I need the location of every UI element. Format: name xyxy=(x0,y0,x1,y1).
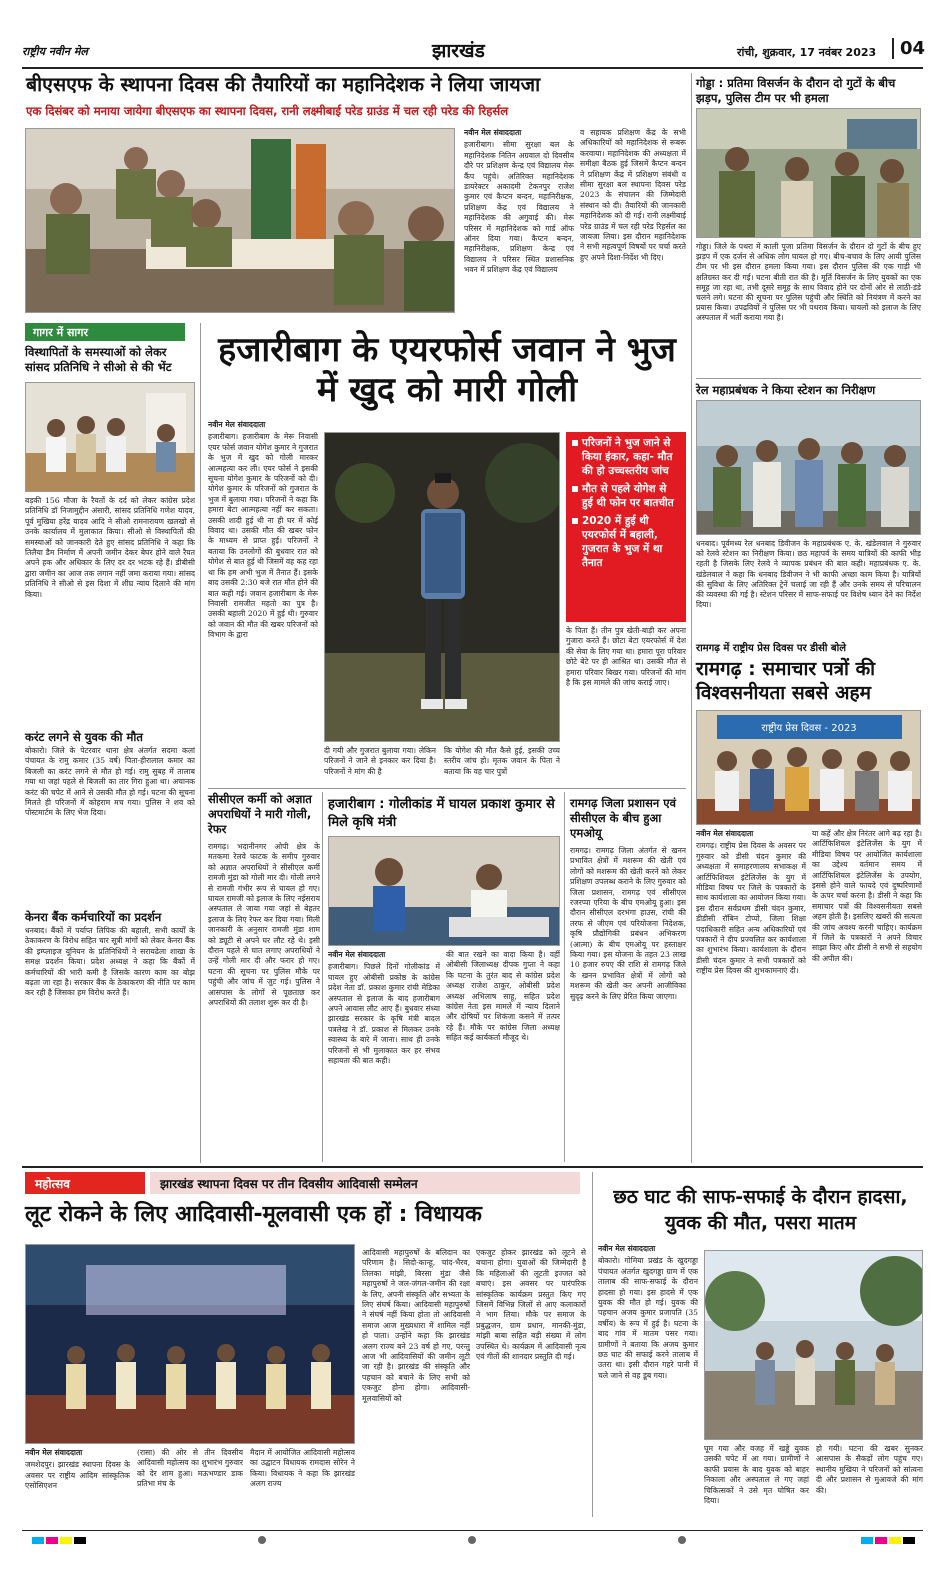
gagar-body: बड़की 156 मौजा के रैयतों के दर्द को लेकर कांग्रेस प्रदेश प्रतिनिधि डॉ निजामुद्दीन अंसारी, सांसद प्रतिनिधि गणेश यादव, पूर्व मुखिया हरेंद्र यादव आदि ने सीओ रामनारायण खलखो से उनके कार्यालय में मुलाकात किया। सीओ से विस्थापितों की समस्याओं को जानकारी देते हुए सांसद प्रतिनिधि ने कहा कि तिलैया डैम निर्माण में अपनी जमीन देकर बेघर होने वाले रैयत अपने हक और अधिकार के लिए दर दर भटक रहे हैं। डीबीसी द्वारा जमीन का आज तक लगान नहीं जमा कराया गया। सांसद प्रतिनिधि ने सीओ से इस दिशा में शीघ्र न्याय दिलाने की मांग किया। xyxy=(25,496,195,599)
rail-headline: रेल महाप्रबंधक ने किया स्टेशन का निरीक्षण xyxy=(696,383,876,397)
chhath-body-col3: हो गयी। घटना की खबर सुनकर आसपास के सैकड़ों लोग पहुंच गए। स्थानीय मुखिया ने परिजनों को सांत्वना दी और प्रशासन से मुआवजे की मांग की। xyxy=(816,1444,923,1495)
airforce-body: हजारीबाग। हजारीबाग के मेरू निवासी एयर फोर्स जवान योगेश कुमार ने गुजरात के भुज में खुद को गोली मारकर आत्महत्या कर ली। एयर फोर्स ने इसकी सूचना योगेश कुमार के परिजनों को दी। योगेश कुमार के परिजनों को गुजरात के भुज में बुलाया गया। परिजनों ने कहा कि हमारा बेटा आत्महत्या नहीं कर सकता। उसकी शादी हुई थी ना ही घर में कोई विवाद था। उसकी मौत की खबर फोन के माध्यम से प्राप्त हुई। परिजनों ने बताया कि उनलोगों की बुधवार रात को योगेश से बात हुई थी जिसमें वह कह रहा था कि हम अभी भुज में तैनात हैं। इसके बाद उसकी 2:30 बजे रात मौत होने की बात कही गई। जवान हजारीबाग के मेरू निवासी रामजीत महतो का पुत्र है। उसकी बहाली 2020 में हुई थी। गुरुवार को जवान की मौत की खबर परिजनों को विभाग के द्वारा xyxy=(208,432,318,640)
tribal-label: महोत्सव xyxy=(25,1172,145,1194)
tribal-body-col2: (रासा) की ओर से तीन दिवसीय आदिवासी महोत्सव का शुभारंभ गुरुवार को देर शाम हुआ। मऊभण्डार डाक प्रतिभा मंच के xyxy=(137,1448,243,1489)
airforce-body-col3: कि योगेश की मौत कैसे हुई, इसकी उच्च स्तरीय जांच हो। मृतक जवान के पिता ने बताया कि वह चार पुत्रों xyxy=(444,746,560,776)
krishi-body-col1 xyxy=(328,950,440,1162)
chhath-body-1: बोकारो। गोमिया प्रखंड के खुदगड्डा पंचायत अंतर्गत खुदगड्डा ग्राम में एक तालाब की साफ-सफाई के दौरान हादसा हो गया। इस हादसे में एक युवक की मौत हो गई। युवक की पहचान अजय कुमार प्रजापति (35 वर्षीय) के रूप में हुई है। घटना के बाद गांव में मातम पसर गया। ग्रामीणों ने बताया कि अजय कुमार छठ घाट की सफाई करने तालाब में उतरा था। इसी दौरान गहरे पानी में चले जाने से वह डूब गया। xyxy=(598,1256,698,1380)
bsf-body-1: हजारीबाग। सीमा सुरक्षा बल के महानिदेशक नितिन अग्रवाल दो दिवसीय दौरे पर प्रशिक्षण केन्द्र एवं विद्यालय मेरू कैंप पहुंचे। अतिरिक्त महानिदेशक डायरेक्टर अकादमी टेकनपुर राजेश कुमार एवं कैप्टन बन्दन, महानिरीक्षक, प्रशिक्षण केंद्र एवं विद्यालय ने महानिदेशक की अगुवाई की। मेरू परिसर में महानिदेशक को गार्ड ऑफ ऑनर दिया गया। कैप्टन बन्दन, महानिरीक्षक, प्रशिक्षण केन्द्र एवं विद्यालय ने परिसर स्थित प्रशासनिक भवन में प्रशिक्षण केंद्र एवं विद्यालय xyxy=(464,140,574,275)
godda-photo xyxy=(696,108,921,238)
gagar-photo xyxy=(25,382,195,492)
krishi-body-1: हजारीबाग। पिछले दिनों गोलीकांड में घायल हुए ओबीसी प्रकोष्ठ के कांग्रेस प्रदेश नेता डॉ. प्रकाश कुमार रांची मेडिका अस्पताल से इलाज के बाद हजारीबाग अपने आवास लौट आए हैं। बुधवार संध्या झारखंड सरकार के कृषि मंत्री बादल पत्रलेख ने डॉ. प्रकाश से मिलकर उनके स्वास्थ्य के बारे में जाना। साथ ही उनके परिजनों से भी मुलाकात कर हर संभव सहायता की बात कही। xyxy=(328,962,440,1066)
bsf-byline: नवीन मेल संवाददाता xyxy=(464,128,522,137)
ramgarh-admin-headline: रामगढ़ जिला प्रशासन एवं सीसीएल के बीच हुआ एमओयू xyxy=(570,796,677,840)
chhath-headline: छठ घाट की साफ-सफाई के दौरान हादसा, युवक की मौत, पसरा मातम xyxy=(613,1186,908,1234)
airforce-bullets xyxy=(566,432,686,622)
airforce-bullet-2: मौत से पहले योगेश से हुई थी फोन पर बातचीत xyxy=(572,482,680,510)
godda-body: गोड्डा। जिले के पथरा में काली पूजा प्रतिमा विसर्जन के दौरान दो गुटों के बीच हुए झड़प में एक दर्जन से अधिक लोग घायल हो गए। बीच-बचाव के लिए आयी पुलिस टीम पर भी इस दौरान हमला किया गया। इस दौरान पुलिस की एक गाड़ी भी क्षतिग्रस्त कर दी गई। घटना बीती रात की है। मूर्ति विसर्जन के लिए युवकों का एक समूह जा रहा था, तभी दूसरे समूह के साथ विवाद होने पर दोनों ओर से लाठी-डंडे चलने लगे। घटना की सूचना पर पुलिस पहुंची और स्थिति को नियंत्रण में करने का प्रयास किया। उपद्रवियों ने पुलिस पर भी पथराव किया। घायलों को इलाज के लिए अस्पताल में भर्ती कराया गया है। xyxy=(696,242,921,323)
bsf-photo xyxy=(25,128,455,313)
tribal-body-col5: एकजुट होकर झारखंड को लूटने से बचाना होगा। युवाओं की जिम्मेदारी है कि महिलाओं की लूटती इज्जत को बचाएं। इस अवसर पर पारंपरिक सांस्कृतिक कार्यक्रम प्रस्तुत किए गए जिसमें विभिन्न जिलों से आए कलाकारों ने भाग लिया। मौके पर समाज के प्रबुद्धजन, ग्राम प्रधान, मानकी-मुंडा, मांझी बाबा सहित बड़ी संख्या में लोग उपस्थित थे। कार्यक्रम में आदिवासी नृत्य एवं गीतों की शानदार प्रस्तुति दी गई। xyxy=(476,1248,586,1362)
krishi-headline: हजारीबाग : गोलीकांड में घायल प्रकाश कुमार से मिले कृषि मंत्री xyxy=(328,797,555,830)
press-kicker: रामगढ़ में राष्ट्रीय प्रेस दिवस पर डीसी बोले xyxy=(696,643,846,654)
masthead-logo: राष्ट्रीय नवीन मेल xyxy=(22,45,88,58)
rail-body: धनबाद। पूर्वमध्य रेल धनबाद डिवीजन के महाप्रबंधक ए. के. खंडेलवाल ने गुरुवार को रेलवे स्टेशन का निरीक्षण किया। छठ महापर्व के समय यात्रियों की काफी भीड़ रहती है जिसके लिए रेलवे ने व्यापक प्रबंधन की बात कही। महाप्रबंधक ए. के. खंडेलवाल ने कहा कि धनबाद डिवीजन ने भी काफी अच्छा काम किया है। यात्रियों की सुविधा के लिए अतिरिक्त ट्रेनें चलाई जा रही हैं और उनके समय से परिचालन की व्यवस्था की गई है। स्टेशन परिसर में साफ-सफाई पर विशेष ध्यान देने का निर्देश दिया। xyxy=(696,539,921,610)
tribal-photo xyxy=(25,1244,355,1444)
bsf-subhead: एक दिसंबर को मनाया जायेगा बीएसएफ का स्थापना दिवस, रानी लक्ष्मीबाई परेड ग्राउंड में चल रही परेड की रिहर्सल xyxy=(26,104,509,118)
ccl-body: रामगढ़। भदानीनगर ओपी क्षेत्र के मतकमा रेलवे फाटक के समीप गुरुवार को अज्ञात अपराधियों ने सीसीएल कर्मी रामजी मुंडा को गोली मार दी। गोली लगने से रामजी गंभीर रूप से घायल हो गए। घायल रामजी को इलाज के लिए नईसराय अस्पताल ले जाया गया जहां से बेहतर इलाज के लिए रेफर कर दिया गया। मिली जानकारी के अनुसार रामजी मुंडा शाम को ड्यूटी से अपने घर लौट रहे थे। इसी दौरान पहले से घात लगाए अपराधियों ने उन्हें गोली मार दी और फरार हो गए। घटना की सूचना पर पुलिस मौके पर पहुंची और जांच में जुट गई। पुलिस ने आसपास के लोगों से पूछताछ कर अपराधियों की तलाश शुरू कर दी है। xyxy=(208,842,320,1008)
bsf-body-col1 xyxy=(464,128,574,313)
krishi-body-col2: की बात रखने का वादा किया है। वहीं ओबीसी जिलाध्यक्ष दीपक गुप्ता ने कहा कि घटना के तुरंत बाद से कांग्रेस प्रदेश अध्यक्ष राजेश ठाकुर, ओबीसी प्रदेश अध्यक्ष अभिलाष साहू, सहित प्रदेश कांग्रेस नेता इस मामले में न्याय दिलाने और दोषियों पर शिकंजा कसने में तत्पर रहे हैं। मौके पर कांग्रेस जिला अध्यक्ष सहित कई कार्यकर्ता मौजूद थे। xyxy=(446,950,560,1043)
bsf-body-2: व सहायक प्रशिक्षण केंद्र के सभी अधिकारियों को महानिदेशक से रूबरू करवाया। महानिदेशक की अध्यक्षता में समीक्षा बैठक हुई जिसमें कैप्टन बन्दन ने प्रशिक्षण केंद्र में प्रशिक्षण संबंधी व सीमा सुरक्षा बल स्थापना दिवस परेड 2023 के संचालन की जिम्मेदारी संस्थान को दी। तैयारियों की जानकारी महानिदेशक को दी गई। रानी लक्ष्मीबाई परेड ग्राउंड में चल रही परेड रिहर्सल का जायजा लिया। इस दौरान महानिदेशक ने सभी महत्वपूर्ण विषयों पर चर्चा करते हुए अपने दिशा-निर्देश भी दिए। xyxy=(580,128,686,262)
airforce-headline: हजारीबाग के एयरफोर्स जवान ने भुज में खुद को मारी गोली xyxy=(218,330,676,410)
airforce-bullet-1: परिजनों ने भुज जाने से किया इंकार, कहा- मौत की हो उच्चस्तरीय जांच xyxy=(572,436,680,478)
canara-body: धनबाद। बैंकों में पर्याप्त लिपिक की बहाली, सभी कार्यों के ठेकाकरण के विरोध सहित चार सूत्री मांगों को लेकर केनरा बैंक की इम्प्लाइज यूनियन के प्रतिनिधियों ने सरायढेला शाखा के समक्ष प्रदर्शन किया। प्रदेश अध्यक्ष ने कहा कि बैंकों में कर्मचारियों की भारी कमी है जिसके कारण काम का बोझ बढ़ता जा रहा है। सरकार बैंक के ठेकाकरण की नीति पर काम कर रही है जिसका हम विरोध करते हैं। xyxy=(25,926,195,998)
tribal-body-col1 xyxy=(25,1448,130,1514)
tribal-strap: झारखंड स्थापना दिवस पर तीन दिवसीय आदिवासी सम्मेलन xyxy=(150,1172,580,1194)
rail-photo xyxy=(696,400,921,535)
bsf-body-col2 xyxy=(580,128,686,313)
tribal-headline: लूट रोकने के लिए आदिवासी-मूलवासी एक हों : विधायक xyxy=(25,1202,482,1227)
krishi-photo xyxy=(328,836,560,946)
karant-body: बोकारो। जिले के पेटरवार थाना क्षेत्र अंतर्गत सदमा कलां पंचायत के रामु कमार (35 वर्ष) पिता-हीरालाल कमार का बिजली का करंट लगने से मौत हो गई। रामु सुबह में तालाब गया था जहां पहले से बिजली का तार गिरा हुआ था। अचानक करंट की चपेट में आने से उसकी मौत हो गई। घटना की सूचना मिलते ही परिजनों में कोहराम मच गया। पुलिस ने शव को पोस्टमार्टम के लिए भेज दिया। xyxy=(25,746,195,818)
chhath-body-col1 xyxy=(598,1244,698,1514)
tribal-body-1: जमशेदपुर। झारखंड स्थापना दिवस के अवसर पर राष्ट्रीय आदिम सांस्कृतिक एसोसिएशन xyxy=(25,1460,130,1491)
ccl-headline: सीसीएल कर्मी को अज्ञात अपराधियों ने मारी गोली, रेफर xyxy=(208,792,312,836)
airforce-bullet-3: 2020 में हुई थी एयरफोर्स में बहाली, गुजरात के भुज में था तैनात xyxy=(572,514,680,570)
press-body-col2 xyxy=(812,829,922,1159)
press-body-1: रामगढ़। राष्ट्रीय प्रेस दिवस के अवसर पर गुरुवार को डीसी चंदन कुमार की अध्यक्षता में समाहरणालय सभाकक्ष में आर्टिफिशियल इंटेलिजेंस के युग में मीडिया विषय पर जिले के पत्रकारों के साथ कार्यशाला का आयोजन किया गया। इस दौरान सर्वप्रथम डीसी चंदन कुमार, डीडीसी रॉबिन टोप्पो, जिला शिक्षा पदाधिकारी सहित अन्य अधिकारियों एवं पत्रकारों ने दीप प्रज्वलित कर कार्यशाला का शुभारंभ किया। कार्यशाला के दौरान डीसी चंदन कुमार ने सभी पत्रकारों को राष्ट्रीय प्रेस दिवस की शुभकामनाएं दी। xyxy=(696,841,806,976)
karant-headline: करंट लगने से युवक की मौत xyxy=(25,730,143,744)
godda-headline: गोड्डा : प्रतिमा विसर्जन के दौरान दो गुटों के बीच झड़प, पुलिस टीम पर भी हमला xyxy=(696,76,896,105)
tribal-byline: नवीन मेल संवाददाता xyxy=(25,1448,83,1457)
tribal-body-col3: मैदान में आयोजित आदिवासी महोत्सव का उद्घाटन विधायक रामदास सोरेन ने किया। विधायक ने कहा कि झारखंड अलग राज्य xyxy=(250,1448,355,1489)
press-body-col1 xyxy=(696,829,806,1159)
masthead xyxy=(22,36,926,66)
press-byline: नवीन मेल संवाददाता xyxy=(696,829,754,838)
airforce-byline: नवीन मेल संवाददाता xyxy=(208,420,266,429)
airforce-body-col2: दी गयी और गुजरात बुलाया गया। लेकिन परिजनों ने जाने से इनकार कर दिया है। परिजनों ने मांग की है xyxy=(324,746,436,776)
bsf-headline: बीएसएफ के स्थापना दिवस की तैयारियों का महानिदेशक ने लिया जायजा xyxy=(26,73,541,96)
press-photo-banner: राष्ट्रीय प्रेस दिवस - 2023 xyxy=(761,723,857,734)
airforce-photo xyxy=(324,432,560,742)
gagar-label: गागर में सागर xyxy=(25,323,185,341)
press-photo xyxy=(696,710,921,825)
press-headline: रामगढ़ : समाचार पत्रों की विश्वसनीयता सबसे अहम xyxy=(696,658,876,704)
press-body-2: या कहें और क्षेत्र निरंतर आगे बढ़ रहा है। आर्टिफिशियल इंटेलिजेंस के युग में मीडिया विषय पर आयोजित कार्यशाला का उद्देश्य वर्तमान समय में आर्टिफिशियल इंटेलिजेंस के उपयोग, इससे होने वाले फायदे एवं दुष्परिणामों के ऊपर चर्चा करना है। डीसी ने कहा कि समाचार पत्रों की विश्वसनीयता सबसे अहम होती है। इसलिए खबरों की सत्यता की जांच अवश्य करनी चाहिए। कार्यक्रम में जिले के पत्रकारों ने अपने विचार साझा किए और डीसी ने सभी से सहयोग की अपील की। xyxy=(812,829,922,963)
tribal-body-col4: आदिवासी महापुरुषों के बलिदान का परिणाम है। सिदो-कान्हू, चांद-भैरव, तिलका मांझी, बिरसा मुंडा जैसे महापुरुषों ने जल-जंगल-जमीन की रक्षा के लिए, अपनी संस्कृति और सभ्यता के लिए संघर्ष किया। आदिवासी महापुरुषों ने संघर्ष नहीं किया होता तो आदिवासी समाज आज मुख्यधारा में शामिल नहीं हो पाता। उन्होंने कहा कि झारखंड अलग राज्य बने 23 वर्ष हो गए, परन्तु आज भी आदिवासियों की जमीन लूटी जा रही है। झारखंड की संस्कृति और पहचान को बचाने के लिए सभी को एकजुट होना होगा। आदिवासी-मूलवासियों को xyxy=(362,1248,470,1403)
masthead-dateline: रांची, शुक्रवार, 17 नवंबर 2023 xyxy=(737,46,877,59)
canara-headline: केनरा बैंक कर्मचारियों का प्रदर्शन xyxy=(25,910,162,924)
chhath-photo xyxy=(704,1250,923,1440)
gagar-headline: विस्थापितों के समस्याओं को लेकर सांसद प्रतिनिधि ने सीओ से की भेंट xyxy=(25,345,172,374)
krishi-byline: नवीन मेल संवाददाता xyxy=(328,950,386,959)
footer-color-bar xyxy=(22,1530,923,1542)
masthead-section: झारखंड xyxy=(432,40,485,62)
chhath-body-col2: घूम गया और वजह में खड्डे युवक उसकी चपेट में आ गया। ग्रामीणों ने काफी प्रयास के बाद युवक को बाहर निकाला और अस्पताल ले गए जहां चिकित्सकों ने उसे मृत घोषित कर दिया। xyxy=(704,1444,809,1506)
page-number: 04 xyxy=(892,38,925,59)
airforce-body-col1 xyxy=(208,420,318,785)
ramgarh-admin-body: रामगढ़। रामगढ़ जिला अंतर्गत से खनन प्रभावित क्षेत्रों में मशरूम की खेती एवं लोगों को मशरूम की खेती करने को लेकर प्रशिक्षण उपलब्ध कराने के लिए गुरुवार को जिला प्रशासन, रामगढ़ एवं सीसीएल रजरप्पा एरिया के बीच एमओयू हुआ। इस दौरान सीसीएल दरभंगा हाउस, रांची की तरफ से जीएम एवं परियोजना निदेशक, कृषि प्रौद्योगिकी प्रबंधन अभिकरण (आत्मा) के बीच एमओयू पर हस्ताक्षर किया गया। इस योजना के तहत 23 लाख 10 हजार रुपए की राशि से रामगढ़ जिले के खनन प्रभावित क्षेत्रों में लोगों को मशरूम की खेती कर अपनी आजीविका सुदृढ़ करने के लिए प्रेरित किया जाएगा। xyxy=(570,846,686,1001)
chhath-byline: नवीन मेल संवाददाता xyxy=(598,1244,656,1253)
airforce-body-col4: के पिता हैं। तीन पुत्र खेती-बाड़ी कर अपना गुजारा करते हैं। छोटा बेटा एयरफोर्स में देश की सेवा के लिए गया था। हमारा पूरा परिवार छोटे बेटे पर ही आश्रित था। उसकी मौत से हमारा परिवार बिखर गया। परिजनों की मांग है कि इस मामले की जांच कराई जाए। xyxy=(566,626,686,688)
